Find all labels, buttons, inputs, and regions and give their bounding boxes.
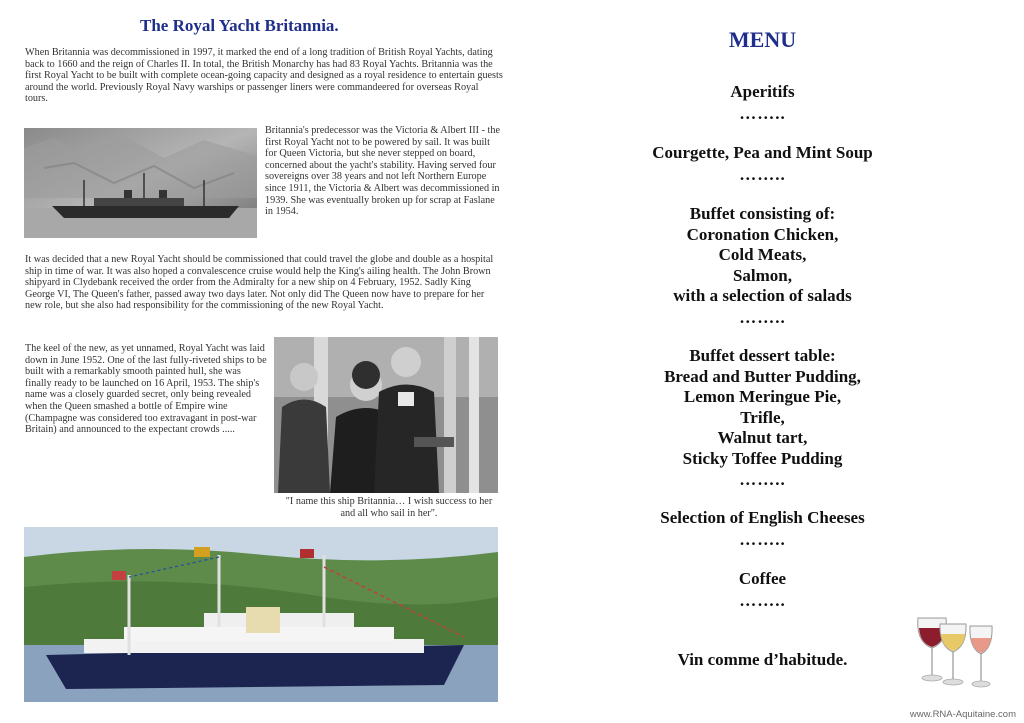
course-soup: Courgette, Pea and Mint Soup: [652, 143, 873, 162]
article-title: The Royal Yacht Britannia.: [140, 16, 339, 35]
left-page: [22, 0, 502, 723]
paragraph-history: When Britannia was decommissioned in 1997, it marked the end of a long tradition of British Royal Yachts, dating back to 1660 and the reign of Charles II. In total, the British Monarchy has had 83 Royal Yachts. Britannia was the first Royal Yacht to be built with complete ocean-going capacity and designed as a royal residence to entertain guests around the world. Previously Royal Navy warships or passenger liners were commandeered for overseas Royal tours.: [25, 47, 503, 105]
dessert-heading: Buffet dessert table:: [689, 346, 836, 365]
course-separator: ……..: [739, 470, 786, 489]
launch-ceremony-photo: [274, 337, 498, 493]
course-cheese: Selection of English Cheeses: [660, 508, 865, 527]
course-separator: ……..: [739, 308, 786, 327]
course-coffee: Coffee: [738, 569, 787, 588]
dessert-item: Trifle,: [740, 407, 785, 427]
britannia-photo: [24, 527, 498, 702]
course-separator: ……..: [739, 591, 786, 610]
wine-note: Vin comme d’habitude.: [677, 650, 848, 669]
wine-glasses-icon: [912, 612, 1002, 690]
course-aperitifs: Aperitifs: [730, 82, 795, 101]
buffet-heading: Buffet consisting of:: [689, 204, 836, 223]
dessert-item: Walnut tart,: [717, 428, 808, 447]
buffet-item: Coronation Chicken,: [686, 224, 839, 244]
buffet-item: with a selection of salads: [673, 286, 852, 305]
course-separator: ……..: [739, 165, 786, 184]
buffet-item: Salmon,: [732, 265, 793, 285]
course-separator: ……..: [739, 104, 786, 123]
launch-caption: "I name this ship Britannia… I wish success to her and all who sail in her".: [285, 496, 493, 519]
dessert-item: Lemon Meringue Pie,: [683, 387, 842, 406]
watermark: www.RNA-Aquitaine.com: [909, 709, 1016, 720]
buffet-item: Cold Meats,: [718, 245, 807, 264]
course-separator: ……..: [739, 530, 786, 549]
paragraph-commission: It was decided that a new Royal Yacht should be commissioned that could travel the globe and double as a hospital ship in time of war. It was also hoped a convalescence cruise would help the King's ailing health. The John Brown shipyard in Clydebank received the order from the Admiralty for a new ship on 4 February, 1952. Sadly King George VI, The Queen's father, passed away two days later. Not only did The Queen now have to prepare for her new role, but she also had responsibility for the commissioning of the new Royal Yacht.: [25, 254, 494, 312]
dessert-item: Sticky Toffee Pudding: [682, 448, 843, 468]
paragraph-launch: The keel of the new, as yet unnamed, Royal Yacht was laid down in June 1952. One of the last fully-riveted ships to be built with a remarkably smooth painted hull, she was finally ready to be launched on 16 April, 1953. The ship's name was a closely guarded secret, only being revealed when the Queen smashed a bottle of Empire wine (Champagne was considered too extravagant in post-war Britain) and announced to the expectant crowds .....: [25, 343, 267, 436]
victoria-albert-photo: [24, 128, 257, 238]
paragraph-predecessor: Britannia's predecessor was the Victoria & Albert III - the first Royal Yacht not to be powered by sail. It was built for Queen Victoria, but she never stepped on board, concerned about the yacht's stability. Having served four sovereigns over 38 years and not left Northern Europe since 1911, the Victoria & Albert was decommissioned in 1939. She was eventually broken up for scrap at Faslane in 1954.: [265, 125, 500, 218]
menu-title: MENU: [728, 27, 797, 52]
dessert-item: Bread and Butter Pudding,: [664, 366, 861, 386]
